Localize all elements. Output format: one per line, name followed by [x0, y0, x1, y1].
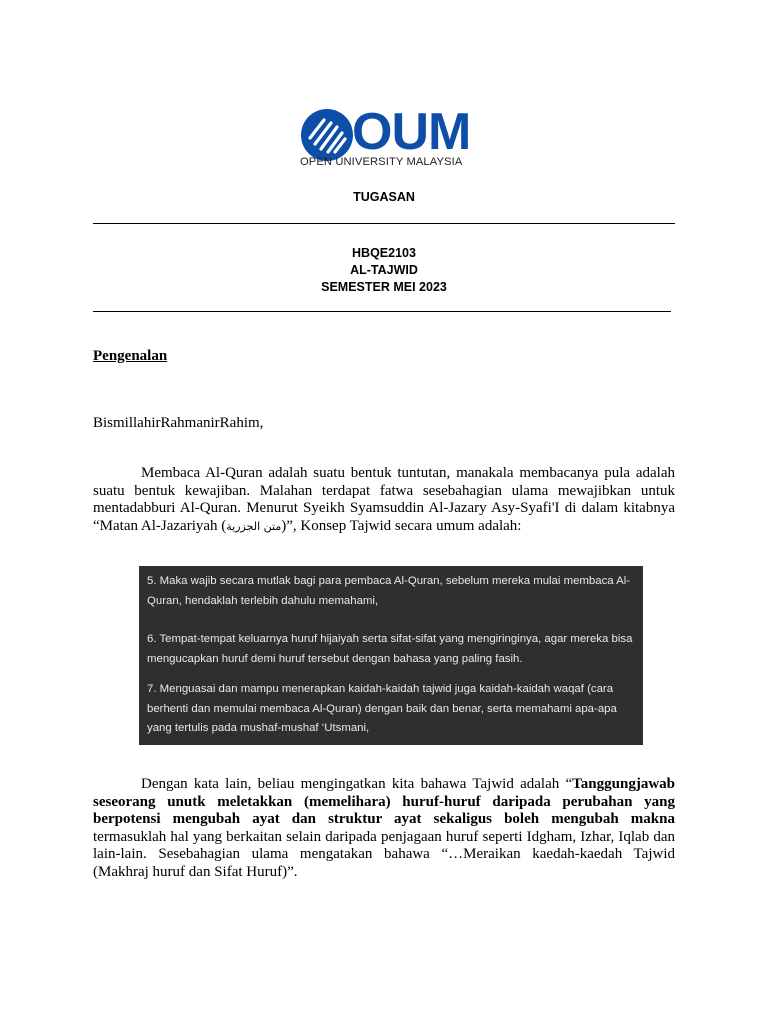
intro-arabic: متن الجزرية — [226, 519, 282, 533]
quote-point-6: 6. Tempat-tempat keluarnya huruf hijaiyah serta sifat-sifat yang mengiringinya, agar mereka bisa mengucapkan huruf demi huruf tersebut dengan bahasa yang paling fasih. — [147, 633, 633, 665]
conclusion-text-2: termasuklah hal yang berkaitan selain daripada penjagaan huruf seperti Idgham, Izhar, Iqlab dan lain-lain. Sesebahagian ulama mengatakan bahawa “…Meraikan kaedah-kaedah Tajwid (Makhraj huruf dan Sifat Huruf)”. — [93, 828, 675, 880]
conclusion-bold: Tanggungjawab seseorang unutk meletakkan (memelihara) huruf-huruf daripada perubahan yang berpotensi mengubah ayat dan struktur ayat sekaligus boleh mengubah makna — [93, 776, 675, 827]
divider-top — [93, 223, 675, 224]
assignment-title: TUGASAN — [353, 190, 415, 204]
conclusion-paragraph — [93, 776, 675, 881]
section-heading: Pengenalan — [93, 348, 168, 364]
course-name: AL-TAJWID — [350, 263, 418, 277]
quote-point-7: 7. Menguasai dan mampu menerapkan kaidah-kaidah tajwid juga kaidah-kaidah waqaf (cara berhenti dan memulai membaca Al-Quran) dengan baik dan benar, serta memahami apa-apa yang tertulis pada mushaf-mushaf ‘Utsmani, — [147, 683, 617, 734]
semester: SEMESTER MEI 2023 — [321, 280, 447, 294]
logo-wordmark: OUM — [352, 103, 471, 161]
course-code: HBQE2103 — [352, 246, 416, 260]
conclusion-text-1: Dengan kata lain, beliau mengingatkan kita bahawa Tajwid adalah “ — [141, 776, 573, 792]
quote-screenshot — [139, 566, 643, 745]
intro-text-1: Membaca Al-Quran adalah suatu bentuk tuntutan, manakala membacanya pula adalah suatu bentuk kewajiban. Malahan terdapat fatwa sesebahagian ulama mewajibkan untuk mentadabburi Al-Quran. Menurut Syeikh Syamsuddin Al-Jazary Asy-Syafi'I di dalam kitabnya “Matan Al-Jazariyah ( — [93, 465, 675, 534]
greeting: BismillahirRahmanirRahim, — [93, 415, 264, 431]
oum-globe-icon — [300, 108, 354, 162]
intro-paragraph — [93, 465, 675, 535]
logo-subtitle: OPEN UNIVERSITY MALAYSIA — [300, 156, 463, 168]
intro-text-2: )”, Konsep Tajwid secara umum adalah: — [281, 517, 522, 534]
divider-bottom — [93, 311, 671, 312]
quote-point-5: 5. Maka wajib secara mutlak bagi para pembaca Al-Quran, sebelum mereka mulai membaca Al-Quran, hendaklah terlebih dahulu memahami, — [147, 575, 631, 607]
oum-logo — [300, 103, 471, 174]
